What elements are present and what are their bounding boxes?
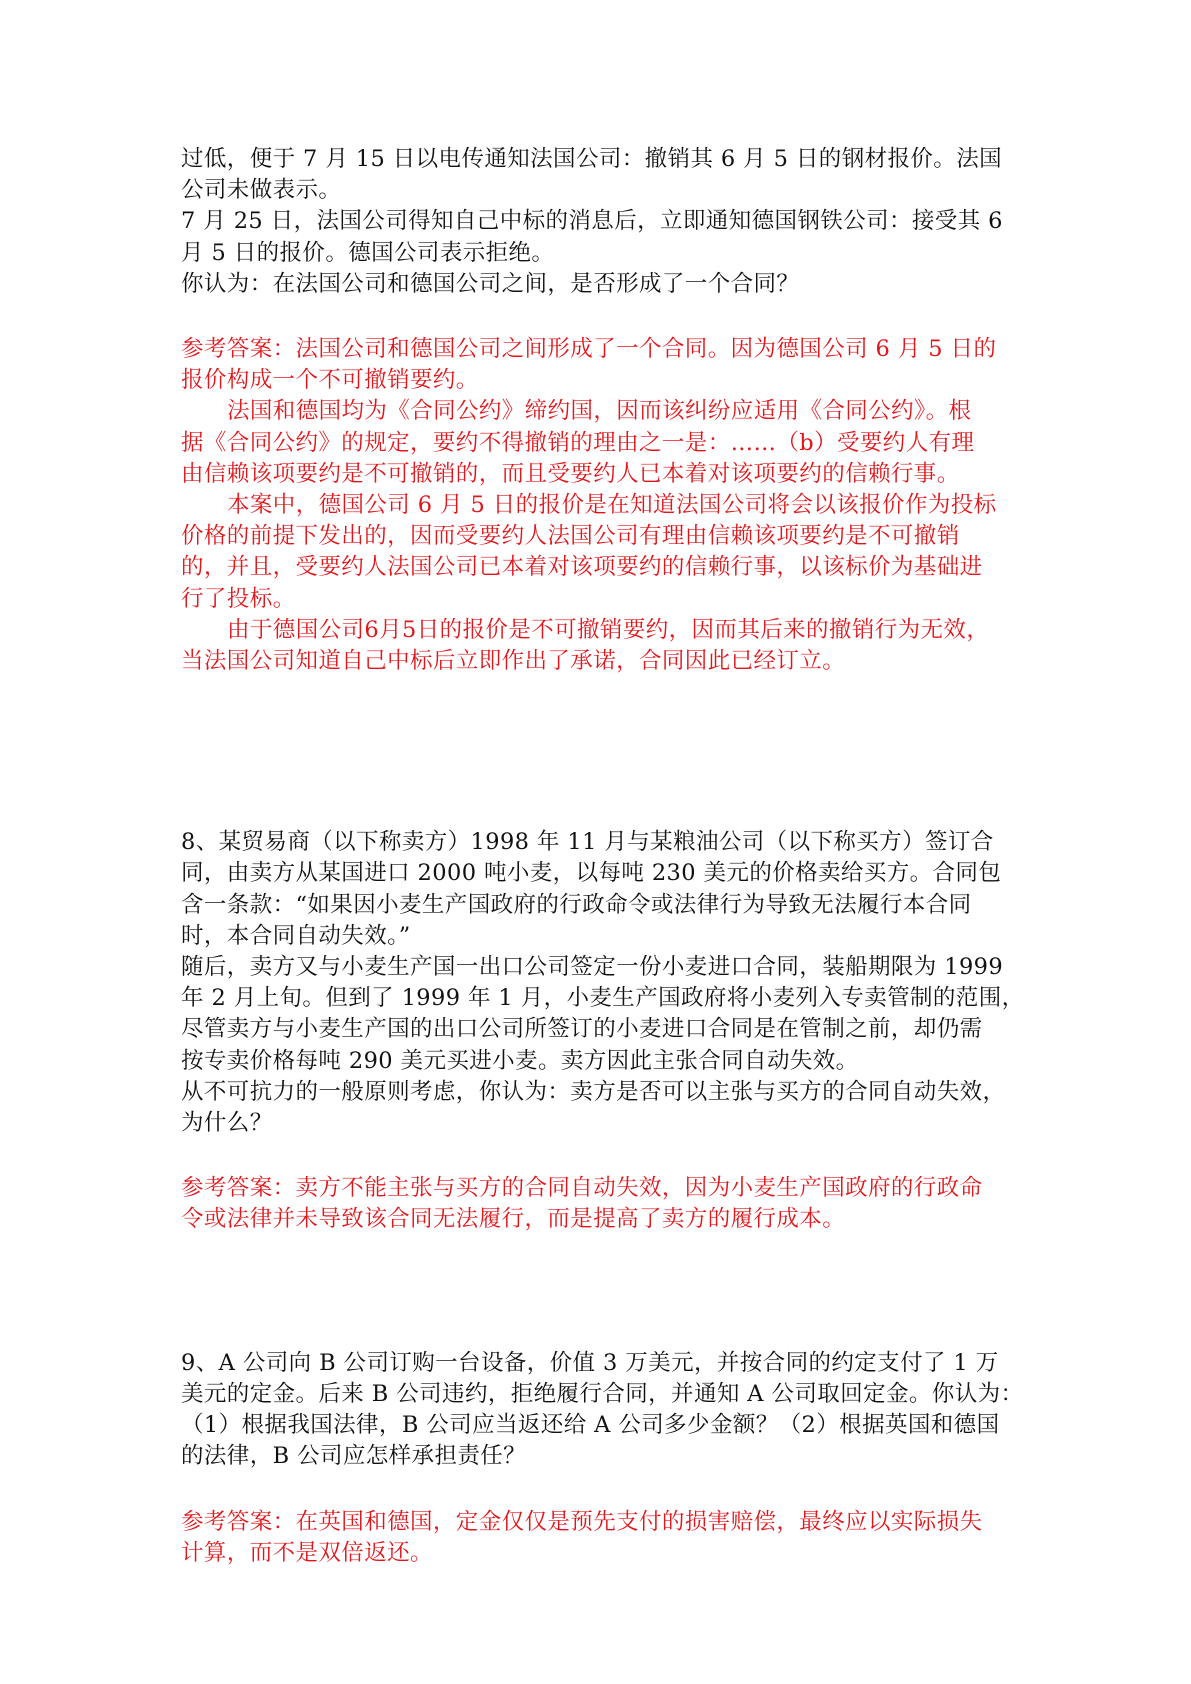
paragraph-line: 7 月 25 日，法国公司得知自己中标的消息后，立即通知德国钢铁公司：接受其 6 xyxy=(181,208,1003,235)
answer-line: 由信赖该项要约是不可撤销的，而且受要约人已本着对该项要约的信赖行事。 xyxy=(181,460,960,487)
paragraph-line: 美元的定金。后来 B 公司违约，拒绝履行合同，并通知 A 公司取回定金。你认为： xyxy=(181,1380,1024,1407)
question-8-answer xyxy=(181,1173,1017,1235)
paragraph-line: 含一条款：“如果因小麦生产国政府的行政命令或法律行为导致无法履行本合同 xyxy=(181,891,972,918)
answer-line: 参考答案：在英国和德国，定金仅仅是预先支付的损害赔偿，最终应以实际损失 xyxy=(181,1508,983,1535)
spacer xyxy=(181,300,1017,334)
spacer xyxy=(181,1236,1017,1348)
question-7-answer xyxy=(181,334,1017,677)
answer-line: 由于德国公司6月5日的报价是不可撤销要约，因而其后来的撤销行为无效， xyxy=(227,616,990,643)
paragraph-line: 年 2 月上旬。但到了 1999 年 1 月，小麦生产国政府将小麦列入专卖管制的范围， xyxy=(181,985,1025,1012)
answer-line: 行了投标。 xyxy=(181,585,296,612)
paragraph-line: （1）根据我国法律，B 公司应当返还给 A 公司多少金额？（2）根据英国和德国 xyxy=(181,1412,1000,1439)
paragraph-line: 为什么？ xyxy=(181,1110,273,1137)
paragraph-line: 月 5 日的报价。德国公司表示拒绝。 xyxy=(181,239,555,266)
answer-line: 令或法律并未导致该合同无法履行，而是提高了卖方的履行成本。 xyxy=(181,1206,846,1233)
paragraph-line: 的法律，B 公司应怎样承担责任？ xyxy=(181,1443,527,1470)
paragraph-line: 8、某贸易商（以下称卖方）1998 年 11 月与某粮油公司（以下称买方）签订合 xyxy=(181,829,994,856)
paragraph-line: 按专卖价格每吨 290 美元买进小麦。卖方因此主张合同自动失效。 xyxy=(181,1047,859,1074)
spacer xyxy=(181,1473,1017,1507)
paragraph-line: 从不可抗力的一般原则考虑，你认为：卖方是否可以主张与买方的合同自动失效， xyxy=(181,1078,1006,1105)
paragraph-line: 你认为：在法国公司和德国公司之间，是否形成了一个合同？ xyxy=(181,270,800,297)
document-page xyxy=(181,144,1025,1569)
question-9-text xyxy=(181,1348,1024,1473)
answer-line: 报价构成一个不可撤销要约。 xyxy=(181,367,479,394)
paragraph-line: 9、A 公司向 B 公司订购一台设备，价值 3 万美元，并按合同的约定支付了 1 万 xyxy=(181,1349,999,1376)
answer-line: 的，并且，受要约人法国公司已本着对该项要约的信赖行事，以该标价为基础进 xyxy=(181,554,983,581)
question-8-text xyxy=(181,827,1025,1139)
question-7-text xyxy=(181,144,1017,300)
paragraph-line: 公司未做表示。 xyxy=(181,177,342,204)
paragraph-line: 随后，卖方又与小麦生产国一出口公司签定一份小麦进口合同，装船期限为 1999 xyxy=(181,954,1004,981)
spacer xyxy=(181,677,1017,827)
answer-line: 当法国公司知道自己中标后立即作出了承诺，合同因此已经订立。 xyxy=(181,648,846,675)
answer-line: 法国和德国均为《合同公约》缔约国，因而该纠纷应适用《合同公约》。根 xyxy=(227,398,972,425)
answer-line: 参考答案：卖方不能主张与买方的合同自动失效，因为小麦生产国政府的行政命 xyxy=(181,1175,983,1202)
paragraph-line: 同，由卖方从某国进口 2000 吨小麦，以每吨 230 美元的价格卖给买方。合同包 xyxy=(181,860,1002,887)
question-9-answer xyxy=(181,1507,1017,1569)
answer-line: 据《合同公约》的规定，要约不得撤销的理由之一是：……（b）受要约人有理 xyxy=(181,429,975,456)
paragraph-line: 过低，便于 7 月 15 日以电传通知法国公司：撤销其 6 月 5 日的钢材报价。法国 xyxy=(181,146,1002,172)
paragraph-line: 时，本合同自动失效。” xyxy=(181,922,411,949)
answer-line: 本案中，德国公司 6 月 5 日的报价是在知道法国公司将会以该报价作为投标 xyxy=(227,492,997,519)
answer-line: 价格的前提下发出的，因而受要约人法国公司有理由信赖该项要约是不可撤销 xyxy=(181,523,960,550)
answer-line: 计算，而不是双倍返还。 xyxy=(181,1539,433,1566)
answer-line: 参考答案：法国公司和德国公司之间形成了一个合同。因为德国公司 6 月 5 日的 xyxy=(181,336,997,363)
spacer xyxy=(181,1139,1017,1173)
paragraph-line: 尽管卖方与小麦生产国的出口公司所签订的小麦进口合同是在管制之前，却仍需 xyxy=(181,1016,983,1043)
